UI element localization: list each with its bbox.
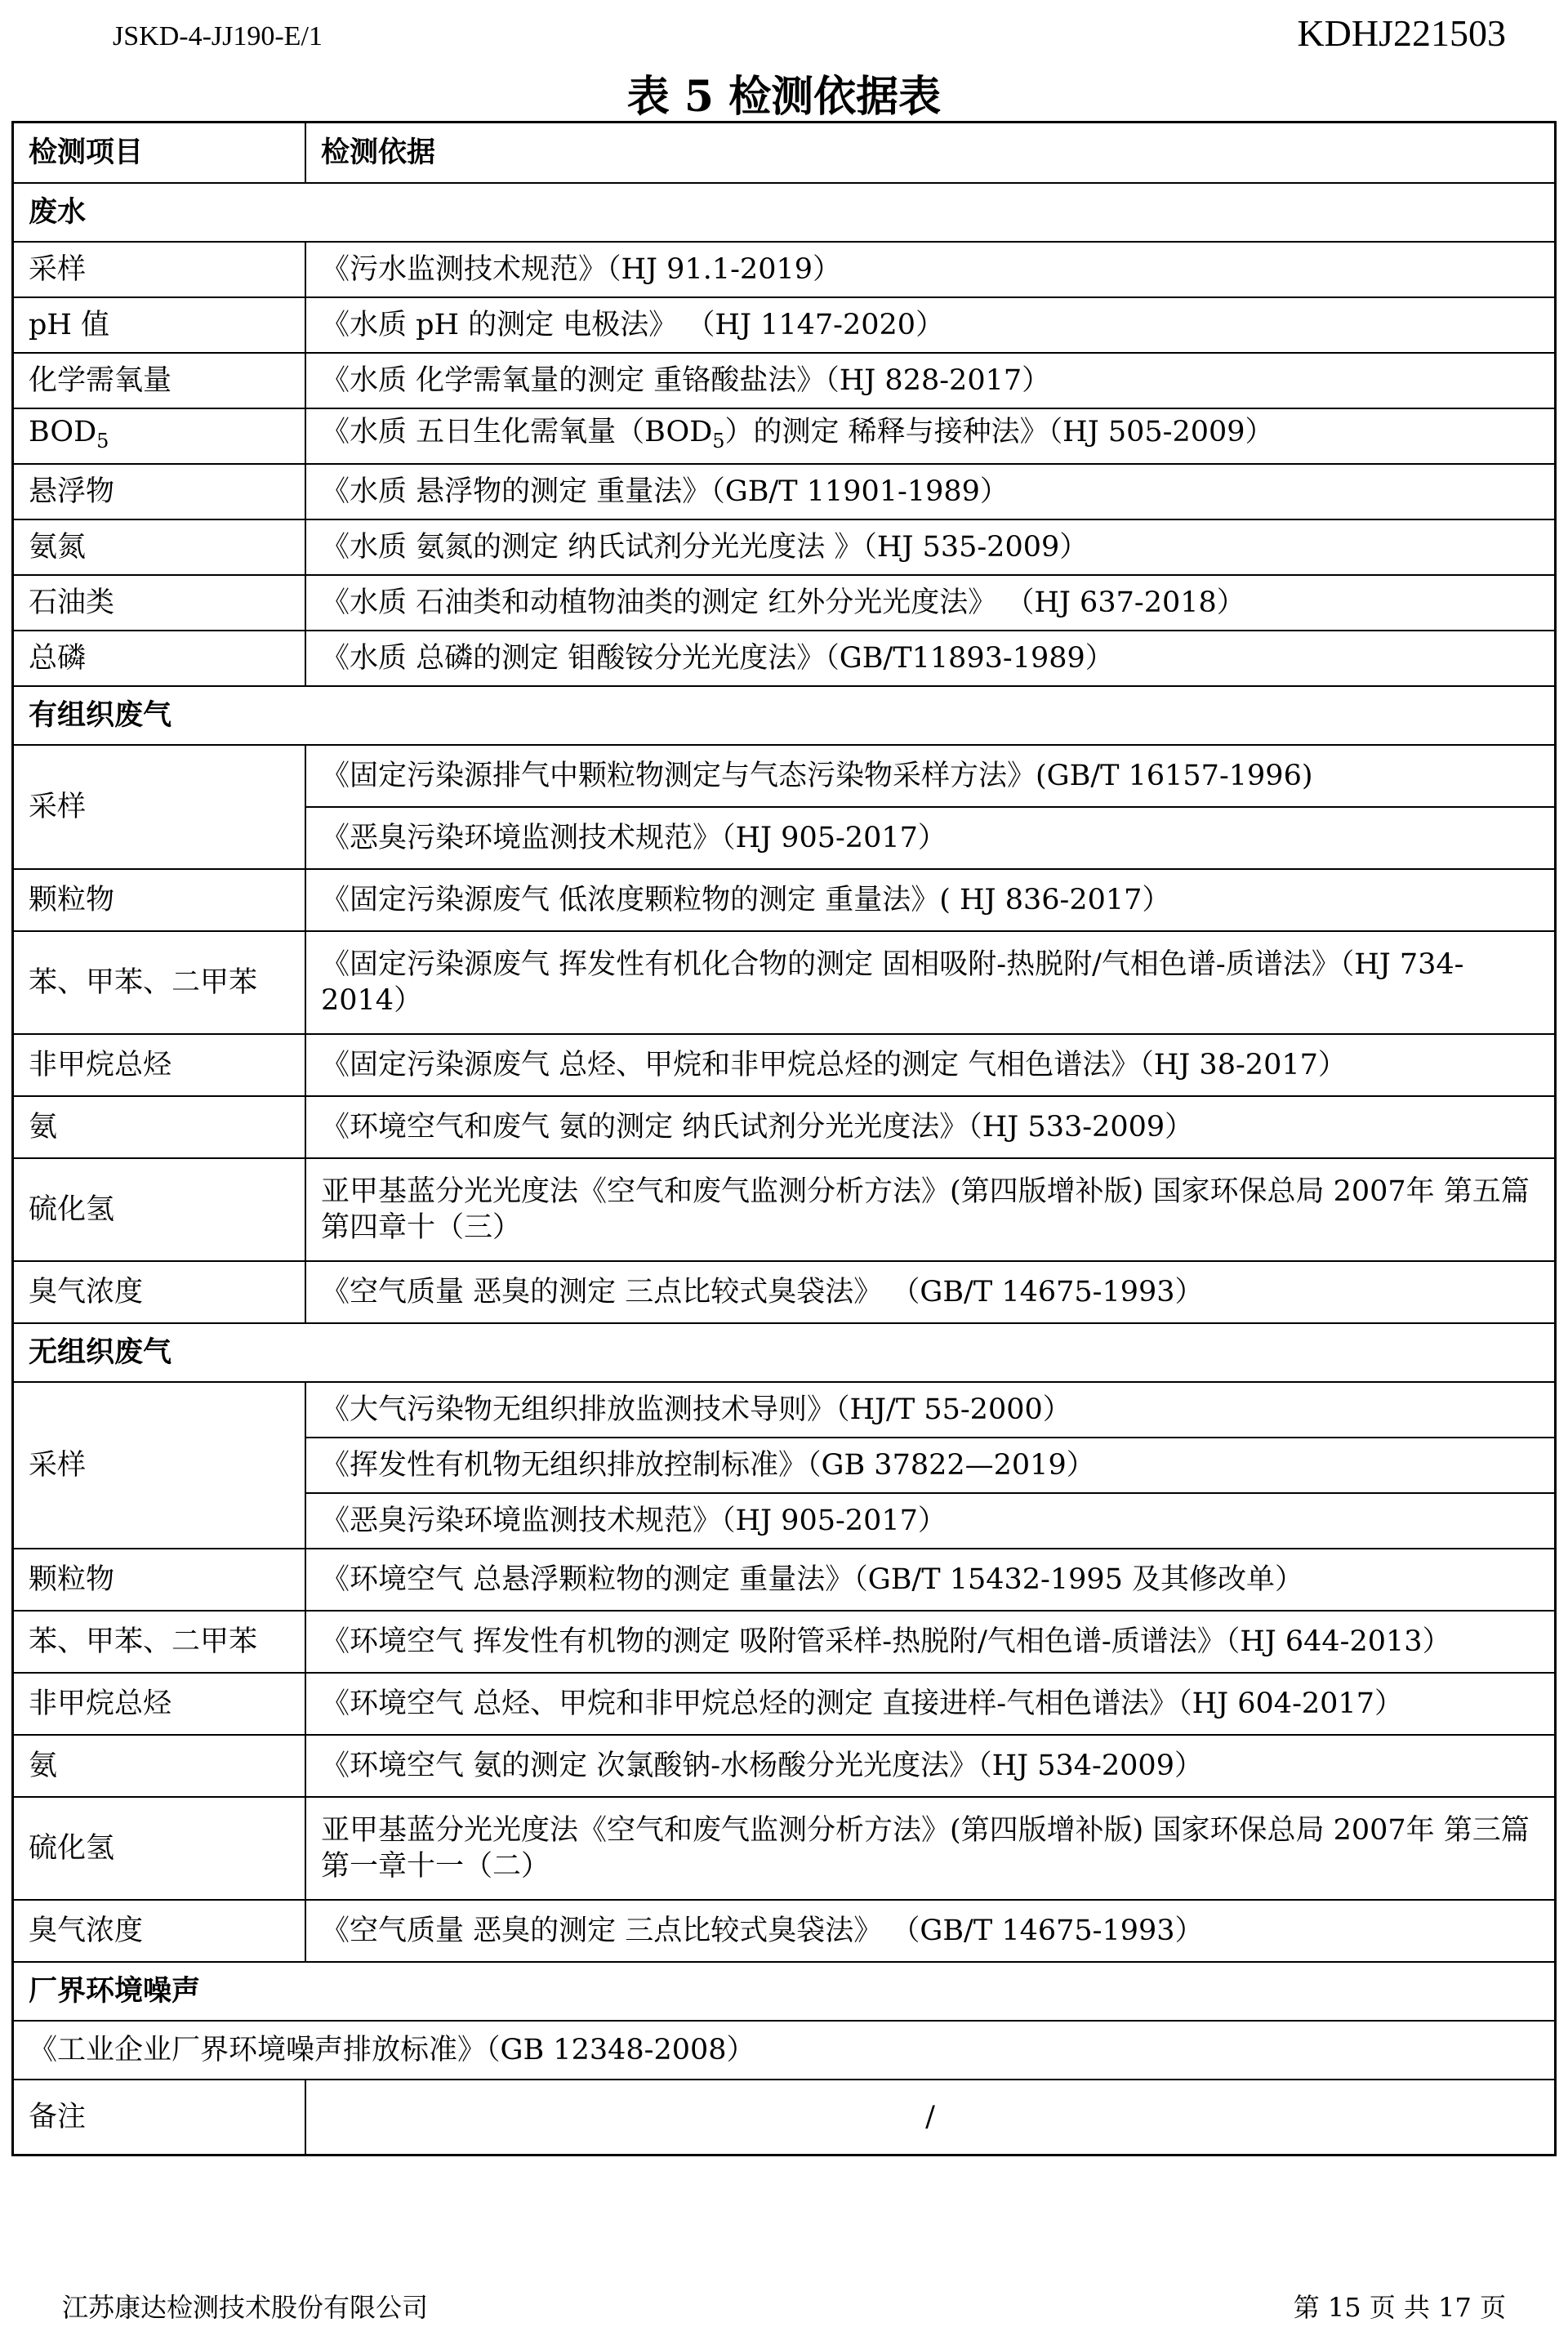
table-row [13, 1549, 1556, 1611]
row-basis [305, 408, 1556, 464]
row-basis: 《环境空气 总悬浮颗粒物的测定 重量法》（GB/T 15432-1995 及其修改单） [305, 1549, 1556, 1611]
row-basis: 《大气污染物无组织排放监测技术导则》（HJ/T 55-2000） [305, 1382, 1556, 1438]
row-basis: 《空气质量 恶臭的测定 三点比较式臭袋法》 （GB/T 14675-1993） [305, 1261, 1556, 1323]
table-row [13, 353, 1556, 408]
row-item: 硫化氢 [13, 1158, 306, 1261]
basis-text-post: ）的测定 稀释与接种法》（HJ 505-2009） [724, 415, 1274, 448]
remark-row [13, 2080, 1556, 2155]
row-item: pH 值 [13, 297, 306, 353]
row-basis: 《水质 石油类和动植物油类的测定 红外分光光度法》 （HJ 637-2018） [305, 575, 1556, 631]
row-item: 采样 [13, 1382, 306, 1549]
row-basis: 《污水监测技术规范》（HJ 91.1-2019） [305, 242, 1556, 297]
item-subscript: 5 [96, 429, 109, 452]
section-row-wastewater [13, 183, 1556, 242]
row-item: 悬浮物 [13, 464, 306, 519]
basis-subscript: 5 [712, 429, 725, 452]
section-row-unorganized-gas [13, 1323, 1556, 1382]
row-item: 采样 [13, 745, 306, 869]
row-basis: 《固定污染源废气 总烃、甲烷和非甲烷总烃的测定 气相色谱法》（HJ 38-2017） [305, 1034, 1556, 1096]
row-basis: 《水质 悬浮物的测定 重量法》（GB/T 11901-1989） [305, 464, 1556, 519]
row-item: 苯、甲苯、二甲苯 [13, 931, 306, 1034]
row-basis: 亚甲基蓝分光光度法《空气和废气监测分析方法》(第四版增补版) 国家环保总局 2007年 第五篇第四章十（三） [305, 1158, 1556, 1261]
row-item: 颗粒物 [13, 869, 306, 931]
row-item: 苯、甲苯、二甲苯 [13, 1611, 306, 1673]
footer-company: 江苏康达检测技术股份有限公司 [62, 2292, 429, 2323]
footer-page-number: 第 15 页 共 17 页 [1293, 2292, 1506, 2323]
table-row [13, 1673, 1556, 1735]
row-item: 颗粒物 [13, 1549, 306, 1611]
row-basis: 《空气质量 恶臭的测定 三点比较式臭袋法》 （GB/T 14675-1993） [305, 1900, 1556, 1962]
table-row [13, 297, 1556, 353]
section-title: 有组织废气 [13, 686, 1556, 745]
row-basis: 《挥发性有机物无组织排放控制标准》（GB 37822—2019） [305, 1438, 1556, 1493]
table-row [13, 869, 1556, 931]
header-item: 检测项目 [13, 123, 306, 184]
row-item: 硫化氢 [13, 1797, 306, 1900]
row-basis: 《恶臭污染环境监测技术规范》（HJ 905-2017） [305, 1493, 1556, 1549]
row-item: 臭气浓度 [13, 1900, 306, 1962]
table-row [13, 1797, 1556, 1900]
remark-value: / [305, 2080, 1556, 2155]
row-basis: 《环境空气 氨的测定 次氯酸钠-水杨酸分光光度法》（HJ 534-2009） [305, 1735, 1556, 1797]
item-text: BOD [29, 415, 97, 448]
table-row [13, 745, 1556, 807]
remark-label: 备注 [13, 2080, 306, 2155]
row-item: 非甲烷总烃 [13, 1673, 306, 1735]
row-basis: 《水质 化学需氧量的测定 重铬酸盐法》（HJ 828-2017） [305, 353, 1556, 408]
row-basis: 《恶臭污染环境监测技术规范》（HJ 905-2017） [305, 807, 1556, 869]
table-row [13, 1261, 1556, 1323]
row-item: 化学需氧量 [13, 353, 306, 408]
table-row [13, 464, 1556, 519]
document-code: JSKD-4-JJ190-E/1 [113, 21, 323, 51]
section-title: 无组织废气 [13, 1323, 1556, 1382]
row-item: 臭气浓度 [13, 1261, 306, 1323]
table-row [13, 1158, 1556, 1261]
row-item: 氨 [13, 1735, 306, 1797]
row-item: 总磷 [13, 631, 306, 686]
table-row [13, 1096, 1556, 1158]
basis-table [11, 121, 1557, 2156]
basis-text-pre: 《水质 五日生化需氧量（BOD [321, 415, 713, 448]
row-basis: 《水质 pH 的测定 电极法》 （HJ 1147-2020） [305, 297, 1556, 353]
row-basis: 《环境空气 挥发性有机物的测定 吸附管采样-热脱附/气相色谱-质谱法》（HJ 644-2013） [305, 1611, 1556, 1673]
row-basis: 《环境空气 总烃、甲烷和非甲烷总烃的测定 直接进样-气相色谱法》（HJ 604-2017） [305, 1673, 1556, 1735]
row-item: 氨 [13, 1096, 306, 1158]
table-row [13, 242, 1556, 297]
row-item: 石油类 [13, 575, 306, 631]
table-header-row [13, 123, 1556, 184]
section-title: 废水 [13, 183, 1556, 242]
row-basis: 《水质 氨氮的测定 纳氏试剂分光光度法 》（HJ 535-2009） [305, 519, 1556, 575]
section-row-noise [13, 1962, 1556, 2021]
header-basis: 检测依据 [305, 123, 1556, 184]
row-item: 非甲烷总烃 [13, 1034, 306, 1096]
row-basis: 《环境空气和废气 氨的测定 纳氏试剂分光光度法》（HJ 533-2009） [305, 1096, 1556, 1158]
row-basis: 《固定污染源废气 低浓度颗粒物的测定 重量法》( HJ 836-2017） [305, 869, 1556, 931]
section-row-organized-gas [13, 686, 1556, 745]
noise-standard: 《工业企业厂界环境噪声排放标准》（GB 12348-2008） [13, 2021, 1556, 2080]
table-row [13, 1900, 1556, 1962]
table-row [13, 631, 1556, 686]
table-row [13, 519, 1556, 575]
row-item: 采样 [13, 242, 306, 297]
row-basis: 《水质 总磷的测定 钼酸铵分光光度法》（GB/T11893-1989） [305, 631, 1556, 686]
report-number: KDHJ221503 [1297, 12, 1506, 54]
table-row [13, 408, 1556, 464]
page-title: 表 5 检测依据表 [626, 72, 942, 122]
table-row [13, 2021, 1556, 2080]
table-row [13, 931, 1556, 1034]
section-title: 厂界环境噪声 [13, 1962, 1556, 2021]
row-basis: 《固定污染源废气 挥发性有机化合物的测定 固相吸附-热脱附/气相色谱-质谱法》（HJ 734-2014） [305, 931, 1556, 1034]
table-row [13, 1611, 1556, 1673]
row-item [13, 408, 306, 464]
table-row [13, 575, 1556, 631]
row-basis: 《固定污染源排气中颗粒物测定与气态污染物采样方法》(GB/T 16157-1996) [305, 745, 1556, 807]
row-item: 氨氮 [13, 519, 306, 575]
table-row [13, 1034, 1556, 1096]
table-row [13, 1735, 1556, 1797]
table-row [13, 1382, 1556, 1438]
row-basis: 亚甲基蓝分光光度法《空气和废气监测分析方法》(第四版增补版) 国家环保总局 2007年 第三篇第一章十一（二） [305, 1797, 1556, 1900]
